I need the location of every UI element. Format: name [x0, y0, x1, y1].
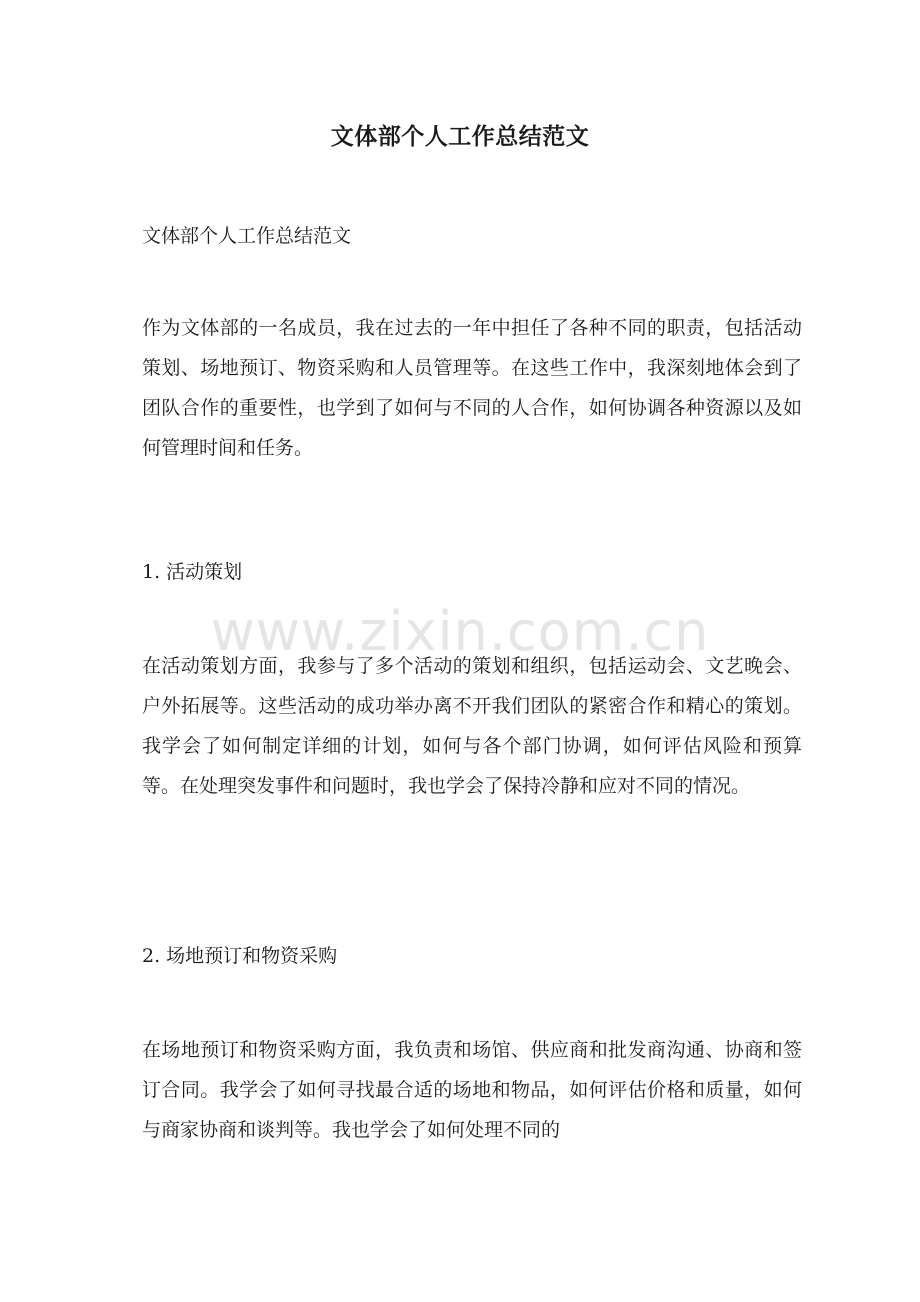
section-2-paragraph: 在场地预订和物资采购方面，我负责和场馆、供应商和批发商沟通、协商和签订合同。我学会了如何寻找最合适的场地和物品，如何评估价格和质量，如何与商家协商和谈判等。我也学会了如何处理不同的	[142, 1039, 802, 1141]
section-2-heading: 2. 场地预订和物资采购	[142, 945, 338, 967]
section-1-heading: 1. 活动策划	[142, 561, 243, 583]
section-1-paragraph: 在活动策划方面，我参与了多个活动的策划和组织，包括运动会、文艺晚会、户外拓展等。这些活动的成功举办离不开我们团队的紧密合作和精心的策划。我学会了如何制定详细的计划，如何与各个部门协调，如何评估风险和预算等。在处理突发事件和问题时，我也学会了保持冷静和应对不同的情况。	[142, 655, 802, 797]
intro-paragraph: 作为文体部的一名成员，我在过去的一年中担任了各种不同的职责，包括活动策划、场地预订、物资采购和人员管理等。在这些工作中，我深刻地体会到了团队合作的重要性，也学到了如何与不同的人合作，如何协调各种资源以及如何管理时间和任务。	[142, 317, 802, 459]
watermark: www.zixin.com.cn	[210, 600, 710, 663]
document-subtitle: 文体部个人工作总结范文	[142, 225, 352, 247]
document-title: 文体部个人工作总结范文	[330, 123, 590, 150]
